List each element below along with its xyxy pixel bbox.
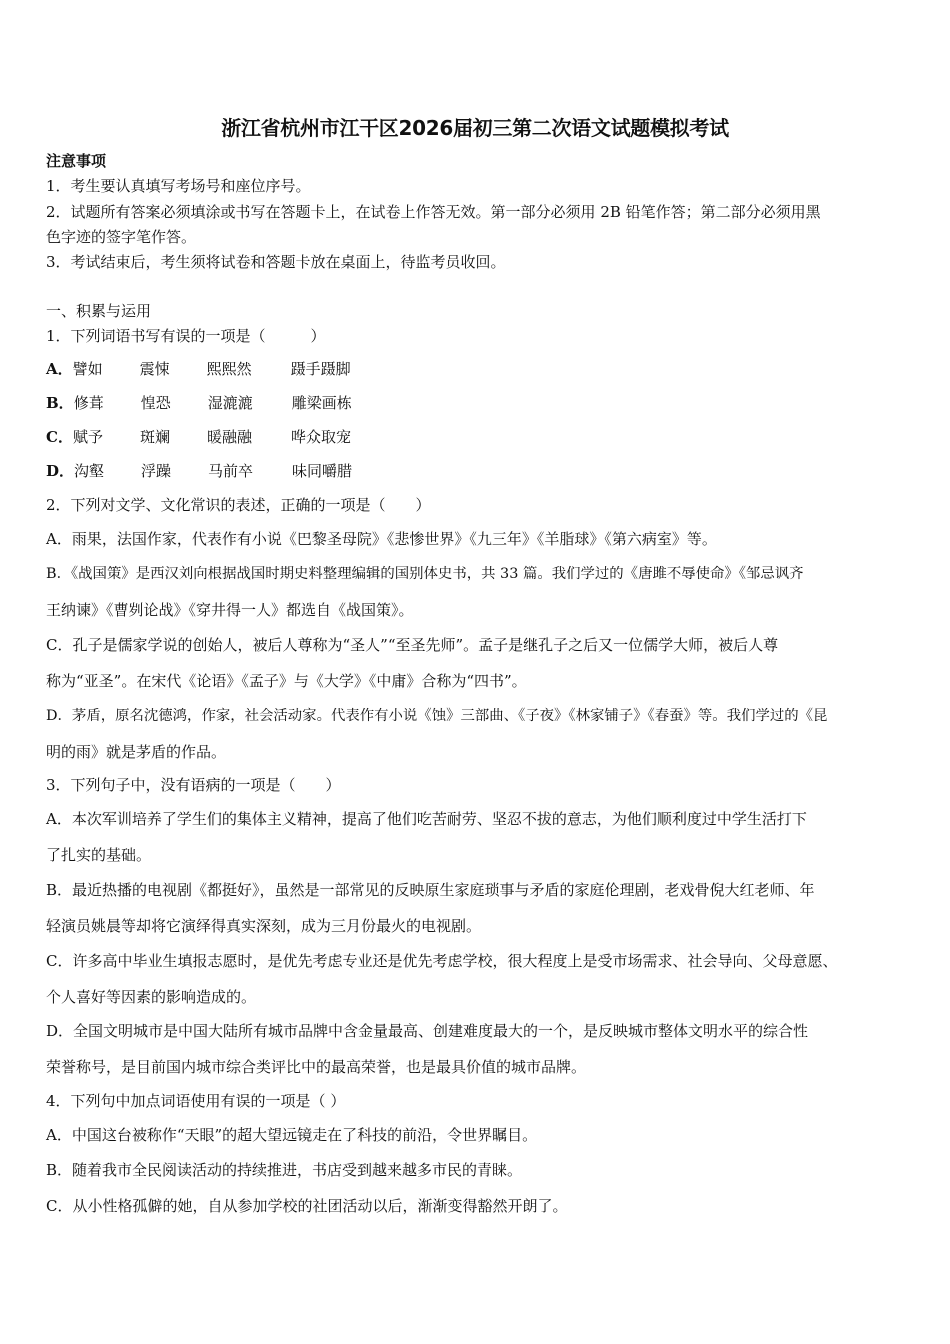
option-word: 哗众取宠 [290, 428, 351, 446]
notice-heading: 注意事项 [46, 152, 107, 170]
question-4-option-a: A．中国这台被称作“天眼”的超大望远镜走在了科技的前沿，令世界瞩目。 [46, 1126, 538, 1144]
notice-item: 2．试题所有答案必须填涂或书写在答题卡上，在试卷上作答无效。第一部分必须用 2B 铅笔作答；第二部分必须用黑 [46, 203, 821, 221]
question-3-option-a: A．本次军训培养了学生们的集体主义精神，提高了他们吃苦耐劳、坚忍不拔的意志，为他们顺利度过中学生活打下 [46, 810, 807, 828]
question-3-option-c: C．许多高中毕业生填报志愿时，是优先考虑专业还是优先考虑学校，很大程度上是受市场需求、社会导向、父母意愿、 [46, 952, 838, 970]
option-word: 暖融融 [206, 428, 252, 446]
question-1-option-b [46, 393, 352, 413]
question-1-stem: 1．下列词语书写有误的一项是（ ） [46, 327, 326, 345]
option-letter: A． [46, 360, 73, 378]
option-word: 雕梁画栋 [291, 394, 352, 412]
notice-item: 3．考试结束后，考生须将试卷和答题卡放在桌面上，待监考员收回。 [46, 253, 506, 271]
question-2-option-d: D．茅盾，原名沈德鸿，作家，社会活动家。代表作有小说《蚀》三部曲、《子夜》《林家铺子》《春蚕》等。我们学过的《昆 [46, 708, 828, 724]
question-4-stem: 4．下列句中加点词语使用有误的一项是（ ） [46, 1092, 346, 1110]
option-word: 斑斓 [139, 428, 170, 446]
question-3-option-c-cont: 个人喜好等因素的影响造成的。 [46, 988, 257, 1006]
question-1-option-c [46, 427, 351, 447]
option-word: 蹑手蹑脚 [290, 360, 351, 378]
option-word: 浮躁 [141, 462, 172, 480]
option-letter: C． [46, 428, 73, 446]
question-3-option-d: D．全国文明城市是中国大陆所有城市品牌中含金量最高、创建难度最大的一个，是反映城市整体文明水平的综合性 [46, 1022, 809, 1040]
option-letter: D． [46, 462, 75, 480]
question-3-option-b-cont: 轻演员姚晨等却将它演绎得真实深刻，成为三月份最火的电视剧。 [46, 917, 482, 935]
option-word: 马前卒 [208, 462, 254, 480]
page-title: 浙江省杭州市江干区2026届初三第二次语文试题模拟考试 [221, 116, 729, 140]
section-heading: 一、积累与运用 [46, 302, 152, 320]
question-1-option-a [46, 359, 351, 379]
question-2-option-b-cont: 王纳谏》《曹刿论战》《穿井得一人》都选自《战国策》。 [46, 601, 414, 619]
question-2-option-a: A．雨果，法国作家，代表作有小说《巴黎圣母院》《悲惨世界》《九三年》《羊脂球》《第六病室》等。 [46, 530, 717, 548]
question-1-option-d [46, 461, 352, 481]
option-word: 湿漉漉 [207, 394, 253, 412]
option-word: 沟壑 [74, 462, 105, 480]
question-4-option-c: C．从小性格孤僻的她，自从参加学校的社团活动以后，渐渐变得豁然开朗了。 [46, 1197, 568, 1215]
option-word: 震悚 [139, 360, 170, 378]
option-word: 修葺 [73, 394, 104, 412]
question-3-option-a-cont: 了扎实的基础。 [46, 846, 152, 864]
question-4-option-b: B．随着我市全民阅读活动的持续推进，书店受到越来越多市民的青睐。 [46, 1161, 523, 1179]
question-3-option-d-cont: 荣誉称号，是目前国内城市综合类评比中的最高荣誉，也是最具价值的城市品牌。 [46, 1058, 587, 1076]
notice-item: 1．考生要认真填写考场号和座位序号。 [46, 177, 311, 195]
question-3-stem: 3．下列句子中，没有语病的一项是（ ） [46, 776, 341, 794]
option-word: 譬如 [72, 360, 103, 378]
option-word: 味同嚼腊 [292, 462, 353, 480]
option-word: 熙熙然 [206, 360, 252, 378]
option-letter: B． [46, 394, 74, 412]
question-2-option-c-cont: 称为“亚圣”。在宋代《论语》《孟子》与《大学》《中庸》合称为“四书”。 [46, 672, 527, 690]
question-2-option-b: B．《战国策》是西汉刘向根据战国时期史料整理编辑的国别体史书，共 33 篇。我们学过的《唐雎不辱使命》《邹忌讽齐 [46, 566, 804, 582]
option-word: 赋予 [72, 428, 103, 446]
question-3-option-b: B．最近热播的电视剧《都挺好》，虽然是一部常见的反映原生家庭琐事与矛盾的家庭伦理剧，老戏骨倪大红老师、年 [46, 881, 815, 899]
question-2-stem: 2．下列对文学、文化常识的表述，正确的一项是（ ） [46, 496, 431, 514]
question-2-option-c: C．孔子是儒家学说的创始人，被后人尊称为“圣人”“至圣先师”。孟子是继孔子之后又一位儒学大师，被后人尊 [46, 636, 779, 654]
option-word: 惶恐 [140, 394, 171, 412]
question-2-option-d-cont: 明的雨》就是茅盾的作品。 [46, 743, 227, 761]
notice-item: 色字迹的签字笔作答。 [46, 228, 197, 246]
